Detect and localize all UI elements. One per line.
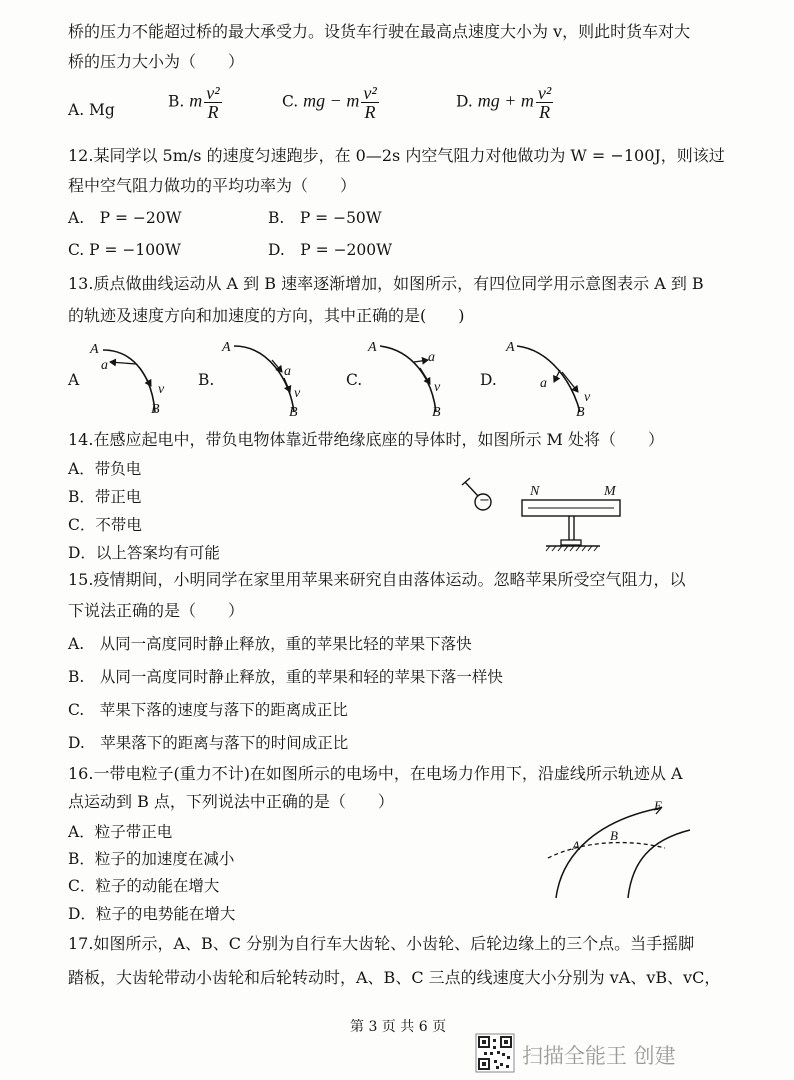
q16-option-c: C．粒子的动能在增大 <box>68 877 220 895</box>
q13-b-vel-label: v <box>294 386 301 401</box>
q13-d-point-a: A <box>506 340 515 355</box>
q12-line2: 程中空气阻力做功的平均功率为（ ） <box>68 176 357 195</box>
q16-option-b: B．粒子的加速度在减小 <box>68 850 235 868</box>
fraction: $\frac{\text{v²}}{R}$ <box>537 83 552 122</box>
q16-option-d: D．粒子的电势能在增大 <box>68 905 236 923</box>
q14-label-m: M <box>604 484 616 499</box>
q13-c-accel-label: a <box>428 350 435 365</box>
q14-diagram <box>462 478 620 551</box>
q13-a-vel-label: v <box>158 382 165 397</box>
q14-option-c: C．不带电 <box>68 516 142 534</box>
q13-a-point-a: A <box>90 342 99 357</box>
q16-diagram <box>548 807 690 898</box>
scanner-watermark: 扫描全能王 创建 <box>522 1044 676 1068</box>
q17-line1: 17.如图所示，A、B、C 分别为自行车大齿轮、小齿轮、后轮边缘上的三个点。当手摇脚 <box>68 934 695 953</box>
fraction: $\frac{\text{v²}}{R}$ <box>363 83 377 122</box>
q11-option-b: B. m $\frac{\text{v²}}{R}$ <box>168 83 220 122</box>
q12-option-d: D. P = −200W <box>268 241 393 259</box>
q16-label-e: E <box>654 798 662 813</box>
q13-c-point-a: A <box>368 340 377 355</box>
q13-b-point-b: B <box>289 405 298 420</box>
page-number: 第 3 页 共 6 页 <box>350 1019 447 1035</box>
q11-line2: 桥的压力大小为（ ） <box>68 52 245 71</box>
q16-label-b: B <box>610 828 618 843</box>
q11-option-c: C. mg − m $\frac{\text{v²}}{R}$ <box>282 83 377 122</box>
q13-b-point-a: A <box>222 340 231 355</box>
q14-line1: 14.在感应起电中，带负电物体靠近带绝缘底座的导体时，如图所示 M 处将（ ） <box>68 430 665 449</box>
q13-c-vel-label: v <box>434 380 441 395</box>
q11-option-a: A. Mg <box>68 101 115 119</box>
q12-option-b: B. P = −50W <box>268 209 382 227</box>
q14-option-d: D．以上答案均有可能 <box>68 544 220 562</box>
q15-option-c: C. 苹果下落的速度与落下的距离成正比 <box>68 701 348 719</box>
q13-d-point-b: B <box>576 405 585 420</box>
q13-label-c: C. <box>346 371 363 389</box>
q14-option-b: B．带正电 <box>68 488 142 506</box>
q13-d-accel-label: a <box>540 376 547 391</box>
q13-line1: 13.质点做曲线运动从 A 到 B 速率逐渐增加，如图所示，有四位同学用示意图表示 A 到 B <box>68 274 704 293</box>
q11-line1: 桥的压力不能超过桥的最大承受力。设货车行驶在最高点速度大小为 v，则此时货车对大 <box>68 22 691 41</box>
q15-option-d: D. 苹果落下的距离与落下的时间成正比 <box>68 734 349 752</box>
q11-option-d: D. mg + m $\frac{\text{v²}}{R}$ <box>456 83 552 122</box>
qr-code-icon <box>476 1034 514 1072</box>
q13-diagram-a <box>103 350 155 412</box>
q12-line1: 12.某同学以 5m/s 的速度匀速跑步，在 0—2s 内空气阻力对他做功为 W = −100J，则该过 <box>68 146 725 165</box>
q16-option-a: A．粒子带正电 <box>68 823 173 841</box>
particle-trajectory <box>548 843 665 858</box>
q15-line1: 15.疫情期间，小明同学在家里用苹果来研究自由落体运动。忽略苹果所受空气阻力，以 <box>68 570 686 589</box>
q13-a-accel-label: a <box>101 358 108 373</box>
q13-b-accel-label: a <box>284 364 291 379</box>
q13-label-a: A <box>68 371 80 389</box>
q12-option-a: A. P = −20W <box>68 209 182 227</box>
q13-diagram-d <box>517 346 580 412</box>
q16-label-a: A <box>572 838 580 853</box>
q17-line2: 踏板，大齿轮带动小齿轮和后轮转动时，A、B、C 三点的线速度大小分别为 vA、vB、vC， <box>68 968 721 987</box>
q13-a-point-b: B <box>151 402 160 417</box>
q14-option-a: A．带负电 <box>68 460 142 478</box>
q13-line2: 的轨迹及速度方向和加速度的方向，其中正确的是( ) <box>68 306 465 325</box>
fraction: $\frac{\text{v²}}{R}$ <box>206 83 220 122</box>
q15-line2: 下说法正确的是（ ） <box>68 601 245 620</box>
q15-option-a: A. 从同一高度同时静止释放，重的苹果比轻的苹果下落快 <box>68 635 472 653</box>
field-line <box>628 830 690 898</box>
q13-label-d: D. <box>480 371 497 389</box>
q15-option-b: B. 从同一高度同时静止释放，重的苹果和轻的苹果下落一样快 <box>68 668 503 686</box>
q13-label-b: B. <box>198 371 215 389</box>
q14-label-n: N <box>530 484 540 499</box>
q13-c-point-b: B <box>432 405 441 420</box>
q12-option-c: C. P = −100W <box>68 241 181 259</box>
q13-d-vel-label: v <box>584 390 591 405</box>
q14-charge-sign: − <box>479 493 490 508</box>
q16-line1: 16.一带电粒子(重力不计)在如图所示的电场中，在电场力作用下，沿虚线所示轨迹从 A <box>68 764 683 783</box>
q16-line2: 点运动到 B 点，下列说法中正确的是（ ） <box>68 792 394 811</box>
